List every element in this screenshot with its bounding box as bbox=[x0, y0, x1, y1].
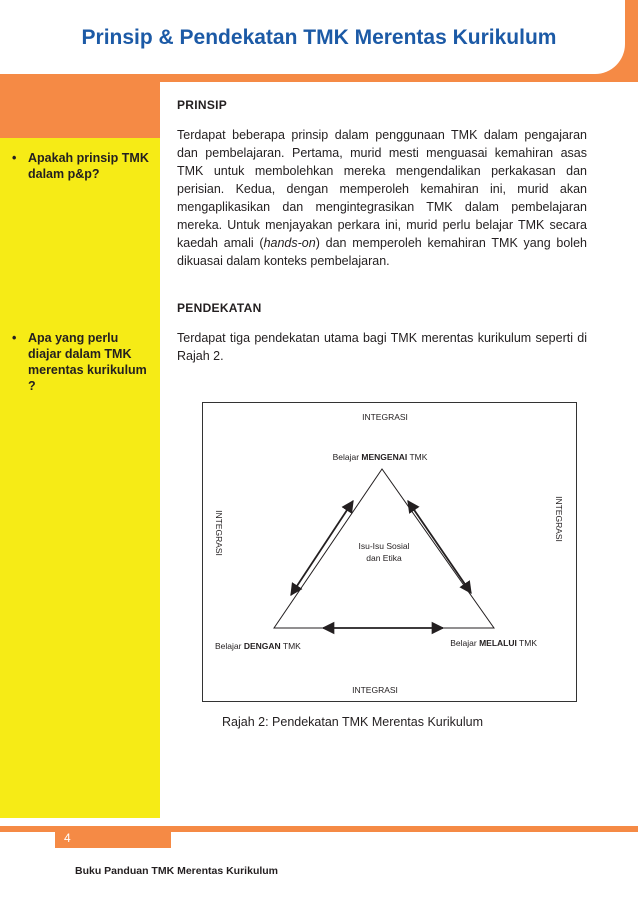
apex-dengan-prefix: Belajar bbox=[215, 641, 244, 651]
apex-label-mengenai bbox=[333, 452, 428, 462]
sidebar-question-list bbox=[10, 150, 150, 182]
apex-dengan-bold: DENGAN bbox=[243, 641, 281, 651]
sidebar-question: • Apa yang perlu diajar dalam TMK merentas kurikulum ? bbox=[10, 330, 150, 394]
footer-book-title: Buku Panduan TMK Merentas Kurikulum bbox=[75, 865, 279, 877]
diagram-frame bbox=[202, 402, 577, 702]
label-integrasi-bottom: INTEGRASI bbox=[352, 685, 398, 695]
footer-tab bbox=[55, 826, 171, 848]
arrow-left-edge bbox=[291, 501, 353, 595]
approach-diagram bbox=[203, 403, 576, 701]
label-integrasi-right: INTEGRASI bbox=[554, 496, 564, 542]
apex-label-dengan bbox=[215, 641, 301, 651]
prinsip-text-2: ) dan memperoleh kemahiran TMK yang boleh dikuasai dalam konteks pembelajaran. bbox=[177, 236, 587, 268]
sidebar-question-list bbox=[10, 330, 150, 394]
apex-mengenai-prefix: Belajar bbox=[332, 452, 362, 462]
sidebar-question: • Apakah prinsip TMK dalam p&p? bbox=[10, 150, 150, 182]
apex-mengenai-suffix: TMK bbox=[407, 452, 428, 462]
center-label-line2: dan Etika bbox=[366, 553, 402, 563]
apex-melalui-suffix: TMK bbox=[516, 638, 537, 648]
arrow-right-edge bbox=[408, 501, 471, 593]
apex-dengan-suffix: TMK bbox=[280, 641, 301, 651]
apex-mengenai-bold: MENGENAI bbox=[361, 452, 408, 462]
section-heading-pendekatan: PENDEKATAN bbox=[177, 301, 262, 315]
sidebar-top-strip bbox=[0, 82, 160, 138]
prinsip-text-italic: hands-on bbox=[263, 236, 316, 250]
prinsip-paragraph bbox=[177, 126, 587, 270]
label-integrasi-top: INTEGRASI bbox=[362, 412, 408, 422]
page-title: Prinsip & Pendekatan TMK Merentas Kurikulum bbox=[81, 26, 557, 49]
page-number: 4 bbox=[64, 831, 71, 845]
apex-label-melalui bbox=[450, 638, 537, 648]
prinsip-text-1: Terdapat beberapa prinsip dalam penggunaan TMK dalam pengajaran dan pembelajaran. Pertama, murid mesti menguasai kemahiran asas TMK untuk membolehkan mereka mengendalikan perkakasan dan perisian. Kedua, dengan memperoleh kemahiran ini, murid akan mengaplikasikan dan mengintegrasikan TMK dalam pembelajaran mereka. Untuk menjayakan perkara ini, murid perlu belajar TMK secara kaedah amali ( bbox=[177, 128, 587, 250]
sidebar bbox=[0, 138, 160, 818]
figure-caption: Rajah 2: Pendekatan TMK Merentas Kurikulum bbox=[222, 715, 484, 729]
apex-melalui-prefix: Belajar bbox=[450, 638, 480, 648]
label-integrasi-left: INTEGRASI bbox=[214, 510, 224, 556]
pendekatan-paragraph: Terdapat tiga pendekatan utama bagi TMK merentas kurikulum seperti di Rajah 2. bbox=[177, 331, 587, 363]
apex-melalui-bold: MELALUI bbox=[479, 638, 517, 648]
center-label-line1: Isu-Isu Sosial bbox=[358, 541, 410, 551]
section-heading-prinsip: PRINSIP bbox=[177, 98, 228, 112]
